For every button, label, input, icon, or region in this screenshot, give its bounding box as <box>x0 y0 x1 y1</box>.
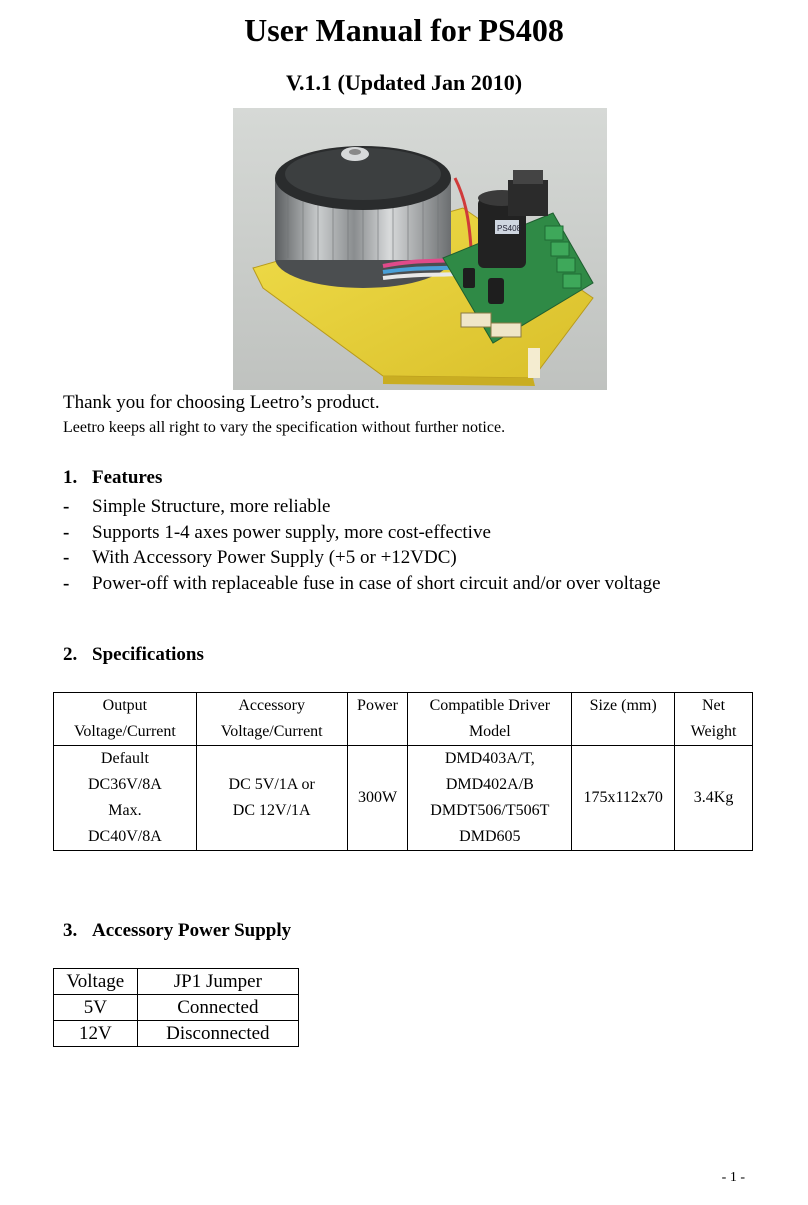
table-header-row <box>54 693 753 746</box>
cell-jumper: Connected <box>137 995 298 1021</box>
feature-text: Simple Structure, more reliable <box>92 496 331 517</box>
list-item <box>63 545 661 571</box>
header-cell-weight: Net Weight <box>675 693 753 746</box>
header-cell-accessory: Accessory Voltage/Current <box>196 693 347 746</box>
list-item <box>63 494 661 520</box>
page-title: User Manual for PS408 <box>244 12 564 48</box>
bullet-dash: - <box>63 547 70 569</box>
accessory-number: 3. <box>63 920 78 941</box>
product-photo <box>233 108 607 390</box>
header-cell-power: Power <box>347 693 408 746</box>
features-number: 1. <box>63 467 78 488</box>
bullet-dash: - <box>63 573 70 595</box>
features-list <box>63 494 661 597</box>
table-header-row <box>54 969 299 995</box>
capacitor-label: PS408 <box>497 224 522 233</box>
specifications-title: Specifications <box>92 644 204 665</box>
list-item <box>63 571 661 597</box>
cell-voltage: 5V <box>54 995 138 1021</box>
features-title: Features <box>92 467 163 488</box>
specifications-number: 2. <box>63 644 78 665</box>
power-supply-illustration <box>233 108 607 390</box>
intro-notice: Leetro keeps all right to vary the specification without further notice. <box>63 419 506 436</box>
cell-weight: 3.4Kg <box>675 746 753 851</box>
accessory-heading <box>63 920 291 942</box>
table-row <box>54 1021 299 1047</box>
version-subtitle: V.1.1 (Updated Jan 2010) <box>285 70 523 95</box>
specifications-heading <box>63 644 204 666</box>
header-cell-voltage: Voltage <box>54 969 138 995</box>
cell-accessory: DC 5V/1A or DC 12V/1A <box>196 746 347 851</box>
features-heading <box>63 467 162 489</box>
header-cell-output: Output Voltage/Current <box>54 693 197 746</box>
bullet-dash: - <box>63 496 70 517</box>
table-row <box>54 746 753 851</box>
table-row <box>54 995 299 1021</box>
bullet-dash: - <box>63 521 70 543</box>
feature-text: Supports 1-4 axes power supply, more cost-effective <box>92 521 491 543</box>
cell-power: 300W <box>347 746 408 851</box>
intro-thanks: Thank you for choosing Leetro’s product. <box>63 392 380 413</box>
specifications-table <box>53 692 753 851</box>
accessory-table <box>53 968 299 1047</box>
header-cell-size: Size (mm) <box>572 693 675 746</box>
cell-drivers: DMD403A/T, DMD402A/B DMDT506/T506T DMD605 <box>408 746 572 851</box>
page-number: - 1 - <box>721 1170 745 1185</box>
accessory-title: Accessory Power Supply <box>92 920 292 941</box>
cell-output: Default DC36V/8A Max. DC40V/8A <box>54 746 197 851</box>
cell-jumper: Disconnected <box>137 1021 298 1047</box>
feature-text: Power-off with replaceable fuse in case of short circuit and/or over voltage <box>92 573 661 595</box>
feature-text: With Accessory Power Supply (+5 or +12VDC) <box>92 547 457 569</box>
header-cell-driver: Compatible Driver Model <box>408 693 572 746</box>
cell-voltage: 12V <box>54 1021 138 1047</box>
cell-size: 175x112x70 <box>572 746 675 851</box>
header-cell-jumper: JP1 Jumper <box>137 969 298 995</box>
list-item <box>63 520 661 546</box>
